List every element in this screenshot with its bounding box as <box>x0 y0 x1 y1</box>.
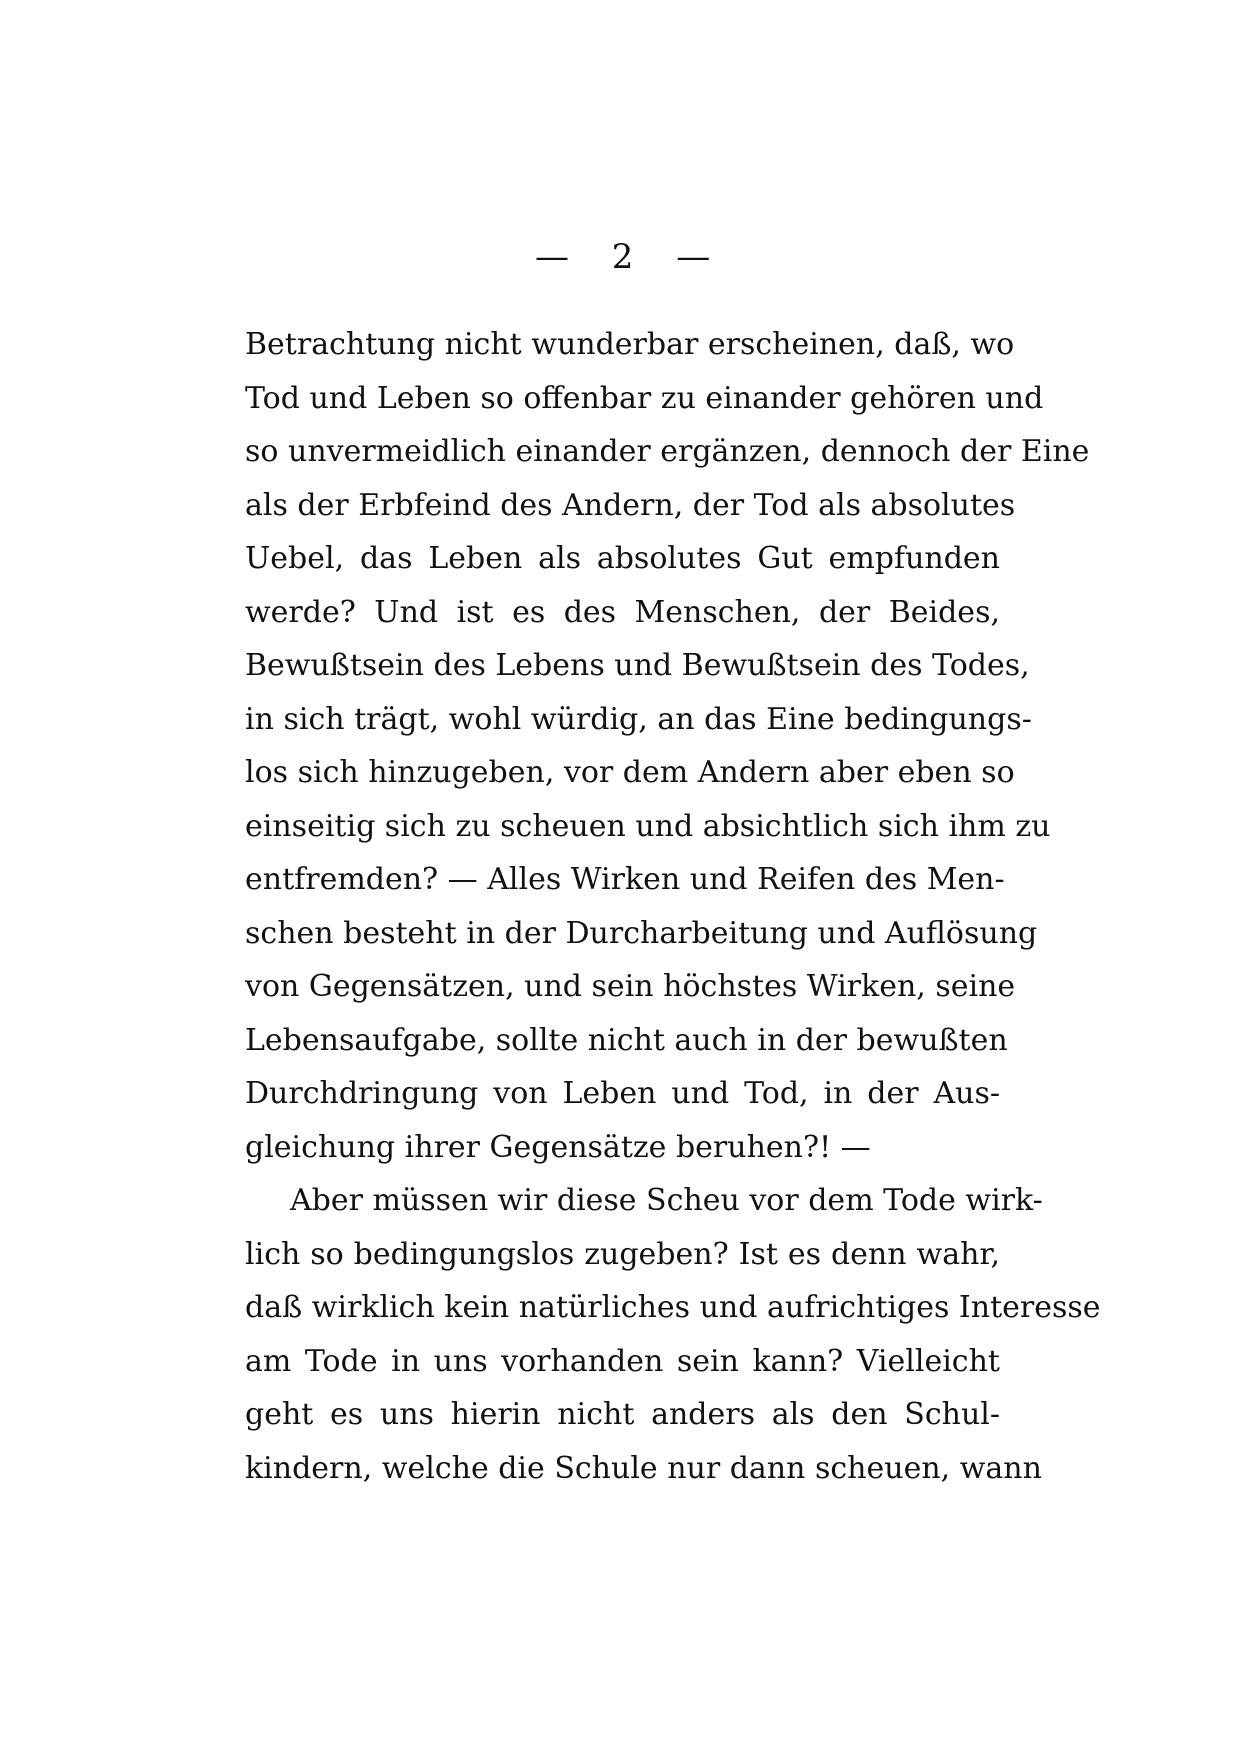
text-line: kindern, welche die Schule nur dann scheuen, wann <box>245 1450 1042 1486</box>
text-line: schen besteht in der Durcharbeitung und Auflösung <box>245 915 1038 951</box>
text-line: einseitig sich zu scheuen und absichtlich sich ihm zu <box>245 808 1051 844</box>
text-line: am Tode in uns vorhanden sein kann? Vielleicht <box>245 1343 1000 1379</box>
text-line: entfremden? — Alles Wirken und Reifen des Men- <box>245 862 1005 897</box>
text-line: in sich trägt, wohl würdig, an das Eine bedingungs- <box>245 701 1032 737</box>
text-line: Tod und Leben so offenbar zu einander gehören und <box>245 380 1044 416</box>
text-line: los sich hinzugeben, vor dem Andern aber eben so <box>245 755 1015 790</box>
text-line: von Gegensätzen, und sein höchstes Wirken, seine <box>245 969 1016 1004</box>
text-line: geht es uns hierin nicht anders als den Schul- <box>245 1397 1000 1432</box>
text-line: lich so bedingungslos zugeben? Ist es denn wahr, <box>245 1236 1000 1272</box>
text-line: daß wirklich kein natürliches und aufrichtiges Interesse <box>245 1290 1101 1325</box>
paragraph-start-line: Aber müssen wir diese Scheu vor dem Tode wirk- <box>290 1183 1043 1218</box>
text-line: Bewußtsein des Lebens und Bewußtsein des Todes, <box>245 648 1030 683</box>
text-line: so unvermeidlich einander ergänzen, dennoch der Eine <box>245 434 1090 469</box>
text-line: Betrachtung nicht wunderbar erscheinen, daß, wo <box>245 327 1015 362</box>
text-line: Uebel, das Leben als absolutes Gut empfunden <box>245 541 1000 576</box>
page-number-header: — 2 — <box>535 237 727 277</box>
body-text <box>245 318 1101 1558</box>
text-line: als der Erbfeind des Andern, der Tod als absolutes <box>245 487 1016 523</box>
text-line: Durchdringung von Leben und Tod, in der Aus- <box>245 1076 1000 1111</box>
text-line: Lebensaufgabe, sollte nicht auch in der bewußten <box>245 1022 1008 1058</box>
text-line: werde? Und ist es des Menschen, der Beides, <box>245 594 1000 630</box>
paragraph-end-line: gleichung ihrer Gegensätze beruhen?! — <box>245 1129 871 1165</box>
